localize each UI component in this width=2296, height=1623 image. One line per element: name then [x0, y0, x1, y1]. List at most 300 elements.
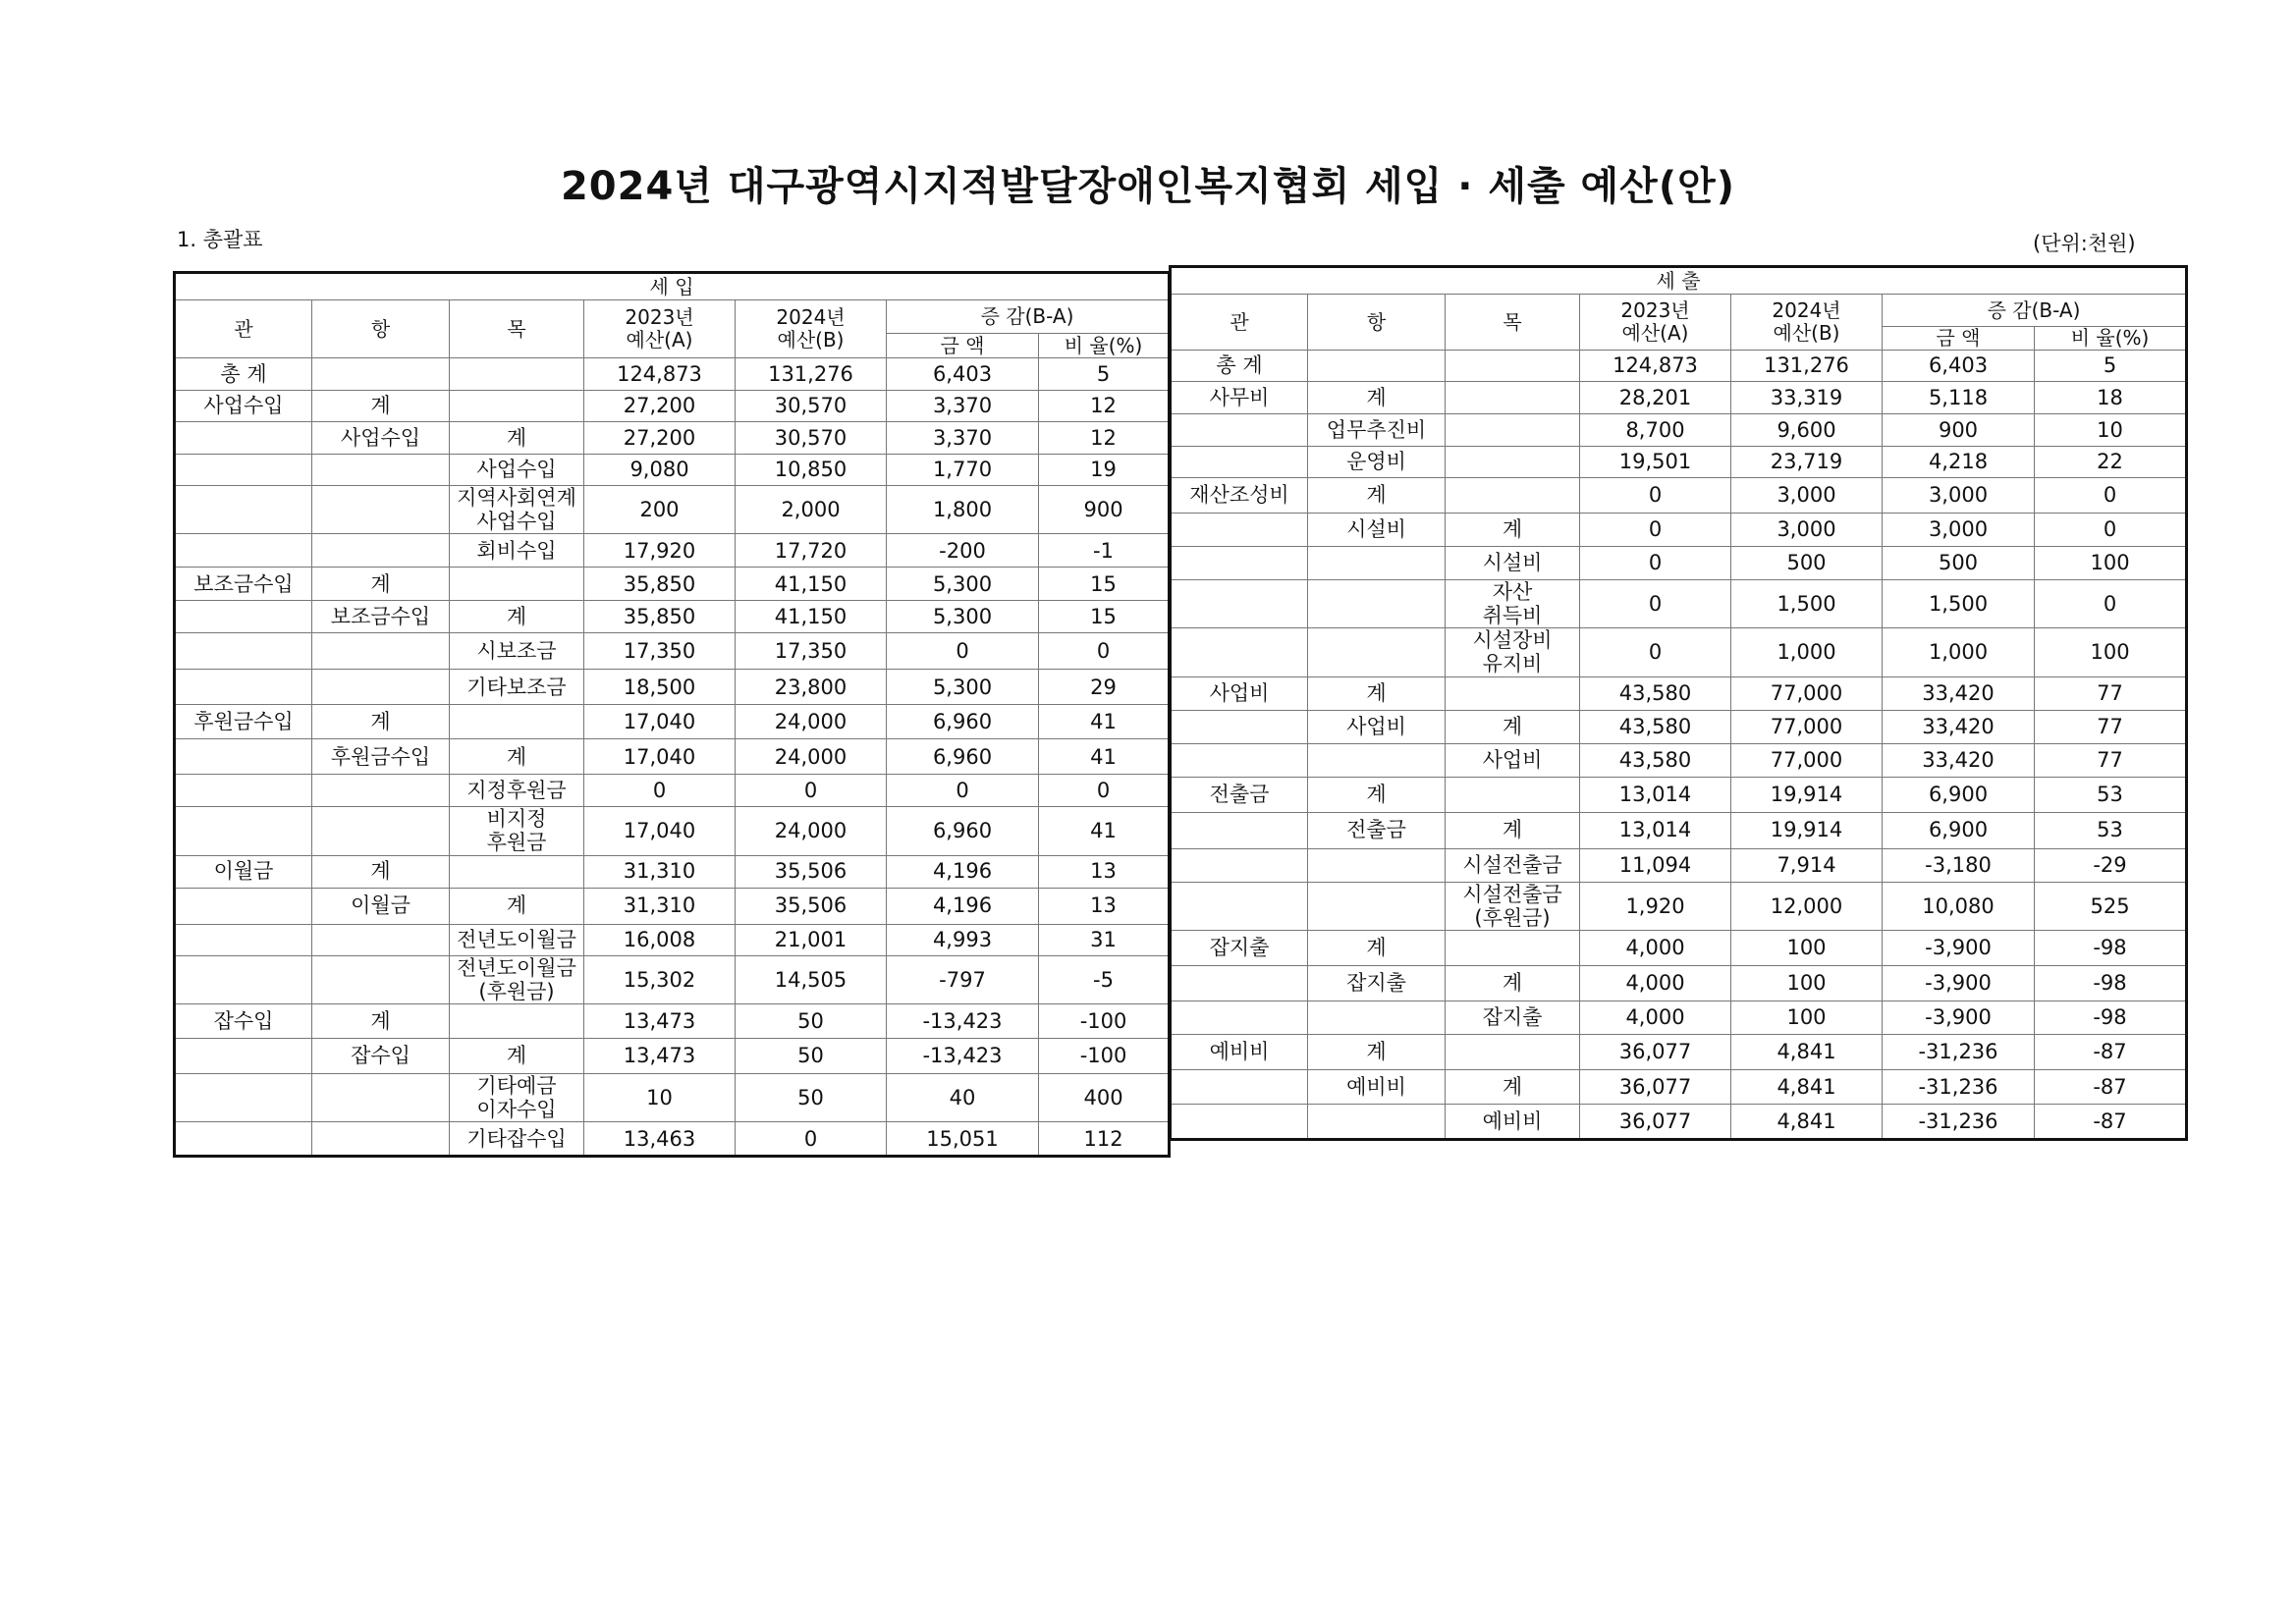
hang-cell: 계 [1308, 777, 1446, 812]
table-row [175, 358, 1170, 391]
hang-cell [1308, 1104, 1446, 1139]
table-row [175, 670, 1170, 705]
diff-amount-cell: 1,800 [887, 486, 1039, 534]
mok-cell: 계 [1446, 514, 1580, 547]
mok-cell: 계 [450, 601, 584, 633]
diff-rate-cell: 13 [1039, 855, 1170, 888]
mok-cell: 시보조금 [450, 633, 584, 670]
gwan-cell [175, 1038, 312, 1073]
budget-2024-cell: 77,000 [1731, 710, 1883, 743]
gwan-cell [1171, 965, 1308, 1001]
hang-cell [312, 534, 450, 568]
hang-cell: 계 [1308, 1034, 1446, 1069]
gwan-cell: 사업비 [1171, 676, 1308, 710]
budget-2024-cell: 4,841 [1731, 1104, 1883, 1139]
budget-2024-cell: 24,000 [736, 705, 887, 739]
budget-2024-cell: 100 [1731, 930, 1883, 965]
mok-cell: 계 [450, 888, 584, 924]
mok-cell [1446, 447, 1580, 478]
hang-cell [1308, 882, 1446, 930]
diff-amount-cell: 1,500 [1883, 580, 2035, 628]
mok-cell: 기타잡수입 [450, 1122, 584, 1157]
budget-2023-cell: 28,201 [1580, 382, 1731, 414]
table-row [1171, 930, 2187, 965]
diff-rate-cell: 100 [2035, 547, 2187, 580]
mok-cell [1446, 414, 1580, 447]
budget-2024-cell: 0 [736, 1122, 887, 1157]
budget-2023-cell: 124,873 [1580, 351, 1731, 382]
hang-cell: 잡지출 [1308, 965, 1446, 1001]
hang-cell [1308, 628, 1446, 676]
budget-2023-cell: 15,302 [584, 955, 736, 1003]
mok-cell: 기타예금 이자수입 [450, 1073, 584, 1121]
diff-amount-cell: 4,196 [887, 855, 1039, 888]
table-row [175, 924, 1170, 955]
hang-cell [312, 955, 450, 1003]
section-header: 세 입 [175, 273, 1170, 300]
budget-2023-cell: 36,077 [1580, 1034, 1731, 1069]
budget-2024-cell: 21,001 [736, 924, 887, 955]
diff-amount-cell: 1,770 [887, 455, 1039, 486]
gwan-cell: 후원금수입 [175, 705, 312, 739]
budget-2024-cell: 3,000 [1731, 514, 1883, 547]
diff-amount-cell: 5,300 [887, 568, 1039, 601]
hang-cell [312, 807, 450, 855]
gwan-cell [1171, 1104, 1308, 1139]
budget-2024-cell: 24,000 [736, 739, 887, 775]
budget-2024-cell: 7,914 [1731, 848, 1883, 882]
mok-cell: 계 [1446, 1069, 1580, 1104]
budget-2023-cell: 13,473 [584, 1038, 736, 1073]
table-row [175, 422, 1170, 455]
table-row [175, 888, 1170, 924]
budget-2024-cell: 23,800 [736, 670, 887, 705]
budget-2023-cell: 43,580 [1580, 743, 1731, 777]
col-header-hang: 항 [312, 300, 450, 358]
hang-cell: 계 [1308, 478, 1446, 514]
table-row [1171, 351, 2187, 382]
gwan-cell [1171, 447, 1308, 478]
diff-rate-cell: -98 [2035, 1001, 2187, 1034]
col-header-mok: 목 [1446, 295, 1580, 351]
gwan-cell: 총 계 [1171, 351, 1308, 382]
table-row [1171, 777, 2187, 812]
budget-2024-cell: 4,841 [1731, 1069, 1883, 1104]
diff-rate-cell: 53 [2035, 777, 2187, 812]
mok-cell: 계 [450, 422, 584, 455]
budget-2024-cell: 30,570 [736, 422, 887, 455]
gwan-cell [1171, 710, 1308, 743]
budget-2023-cell: 43,580 [1580, 676, 1731, 710]
diff-rate-cell: 41 [1039, 705, 1170, 739]
budget-2023-cell: 4,000 [1580, 1001, 1731, 1034]
col-header-2024: 2024년 예산(B) [1731, 295, 1883, 351]
mok-cell [450, 391, 584, 422]
diff-amount-cell: 0 [887, 775, 1039, 807]
diff-amount-cell: 6,960 [887, 739, 1039, 775]
budget-2024-cell: 33,319 [1731, 382, 1883, 414]
gwan-cell [175, 807, 312, 855]
mok-cell: 지정후원금 [450, 775, 584, 807]
hang-cell: 계 [1308, 930, 1446, 965]
mok-cell [1446, 676, 1580, 710]
budget-2023-cell: 11,094 [1580, 848, 1731, 882]
budget-2023-cell: 17,040 [584, 739, 736, 775]
table-row [1171, 628, 2187, 676]
table-row [1171, 580, 2187, 628]
table-row [1171, 382, 2187, 414]
table-row [1171, 514, 2187, 547]
diff-rate-cell: 100 [2035, 628, 2187, 676]
diff-amount-cell: 4,218 [1883, 447, 2035, 478]
diff-rate-cell: -87 [2035, 1069, 2187, 1104]
diff-rate-cell: 15 [1039, 568, 1170, 601]
gwan-cell [175, 534, 312, 568]
diff-amount-cell: 6,960 [887, 807, 1039, 855]
revenue-table [173, 271, 1171, 1158]
gwan-cell [175, 1122, 312, 1157]
mok-cell [450, 568, 584, 601]
table-row [175, 486, 1170, 534]
diff-amount-cell: 3,000 [1883, 514, 2035, 547]
budget-2023-cell: 35,850 [584, 601, 736, 633]
table-row [1171, 743, 2187, 777]
hang-cell: 계 [312, 855, 450, 888]
budget-2023-cell: 0 [1580, 478, 1731, 514]
budget-2023-cell: 1,920 [1580, 882, 1731, 930]
diff-rate-cell: -87 [2035, 1104, 2187, 1139]
budget-2024-cell: 10,850 [736, 455, 887, 486]
diff-amount-cell: 6,900 [1883, 777, 2035, 812]
budget-2023-cell: 13,014 [1580, 812, 1731, 848]
diff-rate-cell: 15 [1039, 601, 1170, 633]
budget-2024-cell: 19,914 [1731, 812, 1883, 848]
diff-rate-cell: 10 [2035, 414, 2187, 447]
gwan-cell: 총 계 [175, 358, 312, 391]
gwan-cell [1171, 812, 1308, 848]
mok-cell: 회비수입 [450, 534, 584, 568]
budget-2023-cell: 4,000 [1580, 965, 1731, 1001]
mok-cell: 예비비 [1446, 1104, 1580, 1139]
diff-rate-cell: -5 [1039, 955, 1170, 1003]
diff-rate-cell: 0 [2035, 580, 2187, 628]
hang-cell [1308, 1001, 1446, 1034]
col-header-amount: 금 액 [1883, 327, 2035, 351]
budget-2024-cell: 500 [1731, 547, 1883, 580]
budget-2024-cell: 4,841 [1731, 1034, 1883, 1069]
mok-cell: 계 [1446, 812, 1580, 848]
hang-cell: 사업수입 [312, 422, 450, 455]
diff-amount-cell: 3,370 [887, 391, 1039, 422]
gwan-cell [1171, 743, 1308, 777]
budget-2024-cell: 35,506 [736, 888, 887, 924]
budget-2024-cell: 50 [736, 1038, 887, 1073]
gwan-cell: 전출금 [1171, 777, 1308, 812]
budget-2024-cell: 50 [736, 1073, 887, 1121]
gwan-cell: 예비비 [1171, 1034, 1308, 1069]
budget-2024-cell: 14,505 [736, 955, 887, 1003]
mok-cell: 지역사회연계 사업수입 [450, 486, 584, 534]
budget-2024-cell: 17,720 [736, 534, 887, 568]
budget-2024-cell: 131,276 [736, 358, 887, 391]
gwan-cell: 잡지출 [1171, 930, 1308, 965]
diff-amount-cell: -3,900 [1883, 965, 2035, 1001]
budget-2023-cell: 13,463 [584, 1122, 736, 1157]
table-row [1171, 676, 2187, 710]
mok-cell: 전년도이월금 (후원금) [450, 955, 584, 1003]
table-row [1171, 478, 2187, 514]
col-header-2023: 2023년 예산(A) [584, 300, 736, 358]
budget-2024-cell: 35,506 [736, 855, 887, 888]
diff-rate-cell: -100 [1039, 1038, 1170, 1073]
hang-cell: 이월금 [312, 888, 450, 924]
budget-2024-cell: 17,350 [736, 633, 887, 670]
table-row [175, 455, 1170, 486]
table-row [1171, 547, 2187, 580]
diff-amount-cell: 4,196 [887, 888, 1039, 924]
table-row [175, 633, 1170, 670]
diff-amount-cell: -3,180 [1883, 848, 2035, 882]
diff-rate-cell: -87 [2035, 1034, 2187, 1069]
gwan-cell [175, 1073, 312, 1121]
diff-rate-cell: -100 [1039, 1003, 1170, 1038]
col-header-hang: 항 [1308, 295, 1446, 351]
gwan-cell [175, 924, 312, 955]
table-row [1171, 1104, 2187, 1139]
hang-cell [312, 633, 450, 670]
table-row [175, 568, 1170, 601]
diff-amount-cell: 5,300 [887, 670, 1039, 705]
diff-rate-cell: 0 [1039, 633, 1170, 670]
diff-amount-cell: 500 [1883, 547, 2035, 580]
col-header-diff: 증 감(B-A) [1883, 295, 2187, 327]
diff-rate-cell: 41 [1039, 739, 1170, 775]
mok-cell: 계 [1446, 710, 1580, 743]
diff-amount-cell: 3,370 [887, 422, 1039, 455]
diff-rate-cell: 900 [1039, 486, 1170, 534]
diff-amount-cell: -31,236 [1883, 1034, 2035, 1069]
diff-amount-cell: -13,423 [887, 1003, 1039, 1038]
hang-cell: 계 [312, 391, 450, 422]
mok-cell: 계 [450, 739, 584, 775]
diff-amount-cell: 15,051 [887, 1122, 1039, 1157]
hang-cell [312, 486, 450, 534]
diff-rate-cell: 29 [1039, 670, 1170, 705]
table-row [1171, 414, 2187, 447]
budget-2023-cell: 4,000 [1580, 930, 1731, 965]
budget-2023-cell: 0 [584, 775, 736, 807]
gwan-cell [175, 670, 312, 705]
mok-cell [1446, 930, 1580, 965]
budget-2023-cell: 17,040 [584, 705, 736, 739]
expenditure-table [1169, 265, 2188, 1141]
budget-2024-cell: 2,000 [736, 486, 887, 534]
diff-amount-cell: 1,000 [1883, 628, 2035, 676]
budget-2024-cell: 19,914 [1731, 777, 1883, 812]
table-row [175, 775, 1170, 807]
gwan-cell [1171, 580, 1308, 628]
budget-2023-cell: 31,310 [584, 855, 736, 888]
diff-amount-cell: 6,960 [887, 705, 1039, 739]
hang-cell: 전출금 [1308, 812, 1446, 848]
diff-rate-cell: 53 [2035, 812, 2187, 848]
mok-cell [1446, 1034, 1580, 1069]
col-header-2023: 2023년 예산(A) [1580, 295, 1731, 351]
gwan-cell [1171, 848, 1308, 882]
table-row [175, 855, 1170, 888]
diff-rate-cell: 22 [2035, 447, 2187, 478]
budget-2023-cell: 19,501 [1580, 447, 1731, 478]
hang-cell [312, 775, 450, 807]
diff-amount-cell: 6,900 [1883, 812, 2035, 848]
diff-amount-cell: 5,118 [1883, 382, 2035, 414]
mok-cell: 자산 취득비 [1446, 580, 1580, 628]
budget-2024-cell: 12,000 [1731, 882, 1883, 930]
table-row [1171, 1069, 2187, 1104]
budget-2024-cell: 77,000 [1731, 676, 1883, 710]
mok-cell: 시설전출금 [1446, 848, 1580, 882]
gwan-cell [1171, 1069, 1308, 1104]
budget-2024-cell: 0 [736, 775, 887, 807]
section-label: 1. 총괄표 [177, 228, 263, 251]
diff-amount-cell: 900 [1883, 414, 2035, 447]
budget-2024-cell: 41,150 [736, 601, 887, 633]
gwan-cell [1171, 628, 1308, 676]
budget-2024-cell: 50 [736, 1003, 887, 1038]
col-header-diff: 증 감(B-A) [887, 300, 1170, 334]
gwan-cell: 보조금수입 [175, 568, 312, 601]
table-row [1171, 1034, 2187, 1069]
hang-cell [1308, 580, 1446, 628]
diff-amount-cell: -797 [887, 955, 1039, 1003]
budget-2023-cell: 8,700 [1580, 414, 1731, 447]
mok-cell: 비지정 후원금 [450, 807, 584, 855]
diff-amount-cell: -200 [887, 534, 1039, 568]
hang-cell [1308, 743, 1446, 777]
budget-2024-cell: 23,719 [1731, 447, 1883, 478]
budget-2024-cell: 100 [1731, 965, 1883, 1001]
diff-rate-cell: 31 [1039, 924, 1170, 955]
budget-2023-cell: 27,200 [584, 391, 736, 422]
document-title: 2024년 대구광역시지적발달장애인복지협회 세입 · 세출 예산(안) [560, 164, 1736, 209]
mok-cell: 시설전출금 (후원금) [1446, 882, 1580, 930]
gwan-cell [175, 739, 312, 775]
section-header: 세 출 [1171, 267, 2187, 295]
diff-rate-cell: -98 [2035, 930, 2187, 965]
budget-2023-cell: 17,040 [584, 807, 736, 855]
mok-cell [450, 1003, 584, 1038]
gwan-cell: 이월금 [175, 855, 312, 888]
gwan-cell [1171, 547, 1308, 580]
hang-cell: 계 [312, 1003, 450, 1038]
hang-cell: 계 [1308, 382, 1446, 414]
diff-amount-cell: 33,420 [1883, 710, 2035, 743]
hang-cell [312, 670, 450, 705]
mok-cell: 사업비 [1446, 743, 1580, 777]
hang-cell [312, 924, 450, 955]
diff-rate-cell: 5 [2035, 351, 2187, 382]
gwan-cell: 사업수입 [175, 391, 312, 422]
diff-rate-cell: 12 [1039, 422, 1170, 455]
table-row [1171, 710, 2187, 743]
budget-2024-cell: 41,150 [736, 568, 887, 601]
diff-amount-cell: 10,080 [1883, 882, 2035, 930]
budget-2023-cell: 0 [1580, 628, 1731, 676]
mok-cell: 잡지출 [1446, 1001, 1580, 1034]
hang-cell: 계 [1308, 676, 1446, 710]
table-row [175, 739, 1170, 775]
mok-cell [450, 358, 584, 391]
table-row [1171, 965, 2187, 1001]
gwan-cell [1171, 882, 1308, 930]
budget-2024-cell: 30,570 [736, 391, 887, 422]
hang-cell [312, 1073, 450, 1121]
diff-rate-cell: 41 [1039, 807, 1170, 855]
gwan-cell [175, 633, 312, 670]
budget-2024-cell: 100 [1731, 1001, 1883, 1034]
gwan-cell: 잡수입 [175, 1003, 312, 1038]
col-header-mok: 목 [450, 300, 584, 358]
diff-rate-cell: 525 [2035, 882, 2187, 930]
col-header-gwan: 관 [1171, 295, 1308, 351]
budget-2023-cell: 36,077 [1580, 1069, 1731, 1104]
hang-cell [1308, 848, 1446, 882]
diff-amount-cell: 0 [887, 633, 1039, 670]
table-row [1171, 848, 2187, 882]
budget-2023-cell: 31,310 [584, 888, 736, 924]
gwan-cell [175, 888, 312, 924]
diff-rate-cell: 13 [1039, 888, 1170, 924]
diff-rate-cell: -1 [1039, 534, 1170, 568]
diff-amount-cell: 4,993 [887, 924, 1039, 955]
diff-rate-cell: 77 [2035, 676, 2187, 710]
col-header-gwan: 관 [175, 300, 312, 358]
col-header-rate: 비 율(%) [2035, 327, 2187, 351]
table-row [175, 705, 1170, 739]
hang-cell: 보조금수입 [312, 601, 450, 633]
unit-label: (단위:천원) [2033, 232, 2136, 255]
mok-cell: 계 [1446, 965, 1580, 1001]
diff-rate-cell: 77 [2035, 743, 2187, 777]
diff-amount-cell: -31,236 [1883, 1104, 2035, 1139]
budget-2023-cell: 13,014 [1580, 777, 1731, 812]
col-header-rate: 비 율(%) [1039, 334, 1170, 358]
budget-2023-cell: 36,077 [1580, 1104, 1731, 1139]
table-row [175, 1003, 1170, 1038]
diff-amount-cell: -3,900 [1883, 930, 2035, 965]
mok-cell [1446, 382, 1580, 414]
diff-rate-cell: 77 [2035, 710, 2187, 743]
diff-amount-cell: 3,000 [1883, 478, 2035, 514]
diff-rate-cell: 12 [1039, 391, 1170, 422]
hang-cell: 후원금수입 [312, 739, 450, 775]
diff-amount-cell: -3,900 [1883, 1001, 2035, 1034]
hang-cell [1308, 547, 1446, 580]
hang-cell: 계 [312, 705, 450, 739]
mok-cell [450, 855, 584, 888]
mok-cell: 전년도이월금 [450, 924, 584, 955]
diff-rate-cell: 400 [1039, 1073, 1170, 1121]
gwan-cell [175, 486, 312, 534]
budget-2023-cell: 9,080 [584, 455, 736, 486]
hang-cell [312, 1122, 450, 1157]
diff-rate-cell: 112 [1039, 1122, 1170, 1157]
budget-2024-cell: 77,000 [1731, 743, 1883, 777]
hang-cell: 사업비 [1308, 710, 1446, 743]
diff-rate-cell: 0 [1039, 775, 1170, 807]
diff-rate-cell: 0 [2035, 478, 2187, 514]
diff-amount-cell: 5,300 [887, 601, 1039, 633]
